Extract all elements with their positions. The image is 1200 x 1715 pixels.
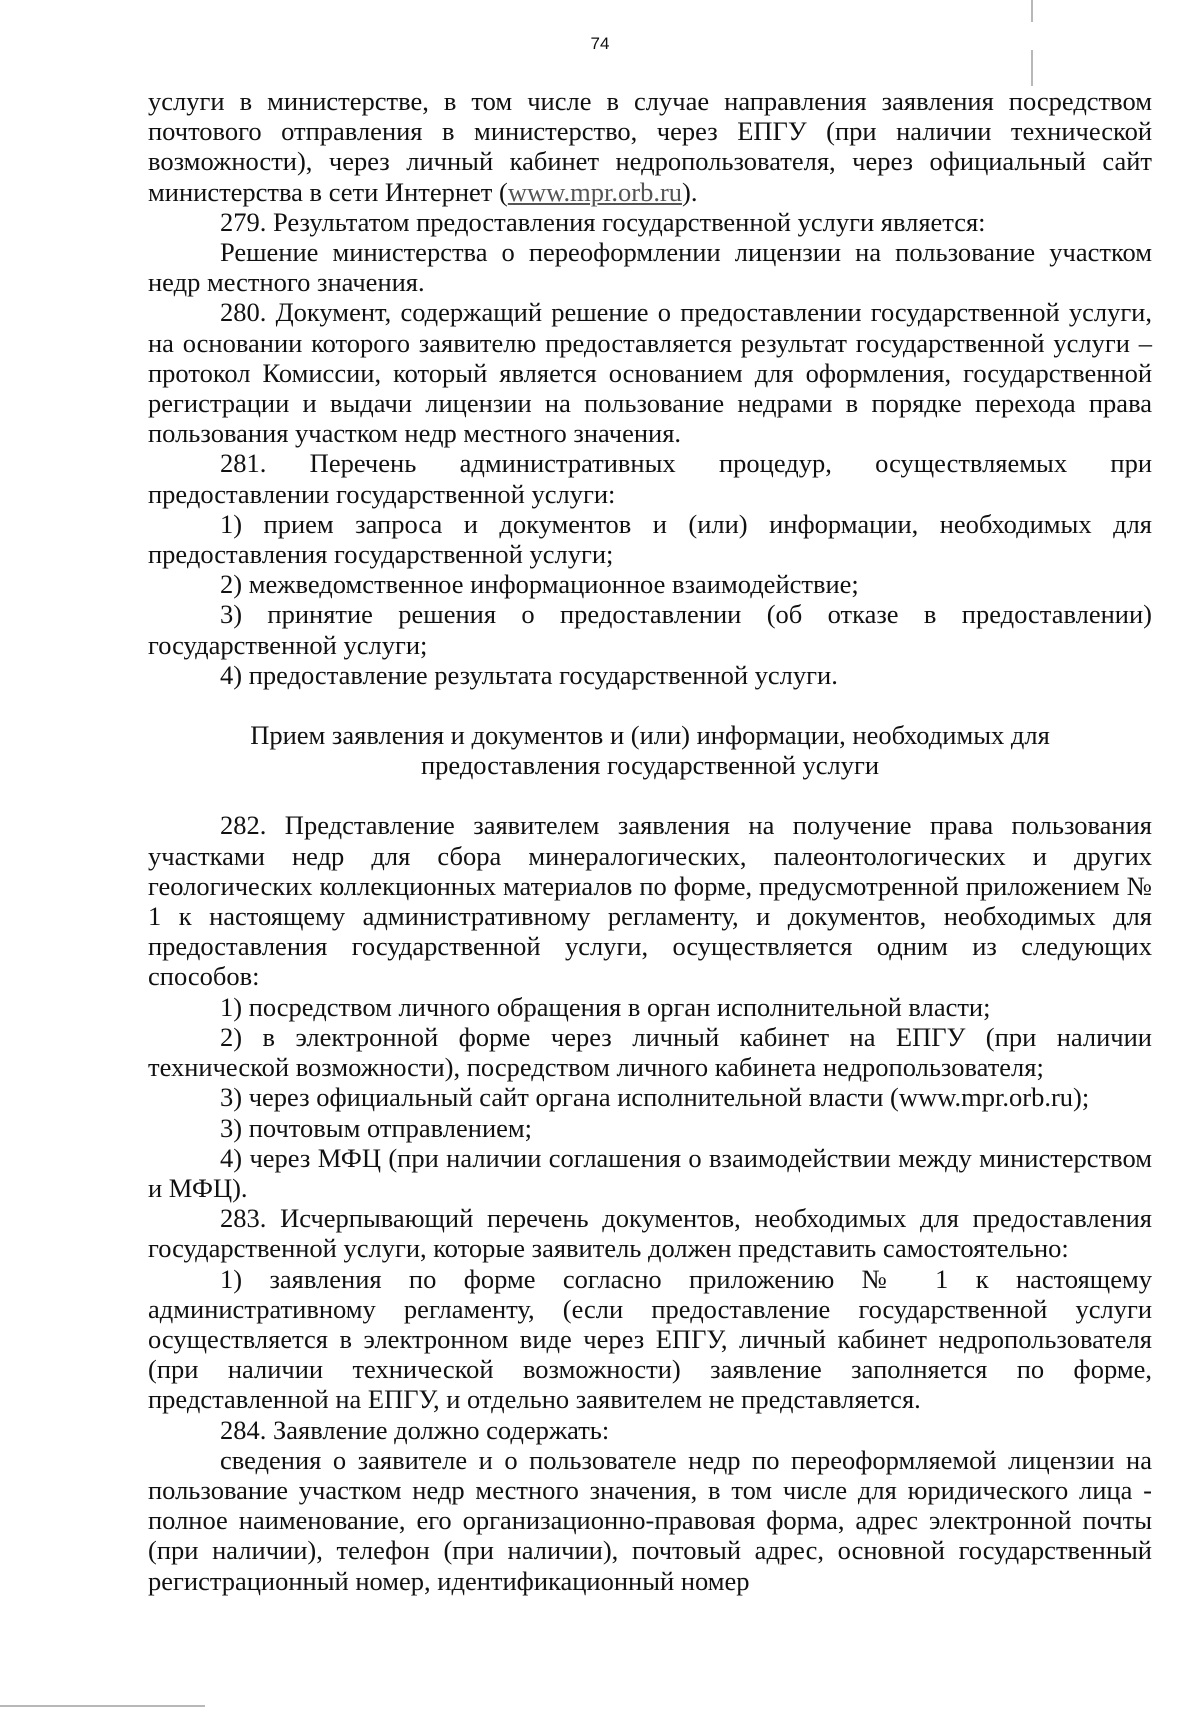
paragraph-282: 282. Представление заявителем заявления на получение права пользования участками недр для сбора минералогических, палеонтологических и других геологических коллекционных материалов по форме, предусмотренной приложением № 1 к настоящему административному регламенту, и документов, необходимых для предоставления государственной услуги, осуществляется одним из следующих способов:: [148, 810, 1152, 992]
list-item-282-4: 4) через МФЦ (при наличии соглашения о взаимодействии между министерством и МФЦ).: [148, 1142, 1152, 1203]
paragraph-280: 280. Документ, содержащий решение о предоставлении государственной услуги, на основании которого заявителю предоставляется результат государственной услуги – протокол Комиссии, который является основанием для оформления, государственной регистрации и выдачи лицензии на пользование недрами в порядке перехода права пользования участком недр местного значения.: [148, 297, 1152, 449]
paragraph-279: 279. Результатом предоставления государственной услуги является:: [220, 206, 986, 237]
section-heading: Прием заявления и документов и (или) информации, необходимых для предоставления государственной услуги: [250, 720, 1050, 781]
paragraph-279-result: Решение министерства о переоформлении лицензии на пользование участком недр местного значения.: [148, 237, 1152, 298]
paragraph-intro: услуги в министерстве, в том числе в случае направления заявления посредством почтового отправления в министерство, через ЕПГУ (при наличии технической возможности), через личный кабинет недропользователя, через официальный сайт министерства в сети Интернет (www.mpr.orb.ru).: [148, 86, 1152, 207]
scan-edge-mark-top: [1031, 0, 1033, 22]
list-item-282-3a: 3) через официальный сайт органа исполнительной власти (www.mpr.orb.ru);: [220, 1082, 1090, 1113]
paragraph-283: 283. Исчерпывающий перечень документов, необходимых для предоставления государственной услуги, которые заявитель должен представить самостоятельно:: [148, 1203, 1152, 1264]
list-item-282-3b: 3) почтовым отправлением;: [220, 1112, 533, 1143]
list-item-283-1: 1) заявления по форме согласно приложению № 1 к настоящему административному регламенту, (если предоставление государственной услуги осуществляется в электронном виде через ЕПГУ, личный кабинет недропользователя (при наличии технической возможности) заявление заполняется по форме, представленной на ЕПГУ, и отдельно заявителем не представляется.: [148, 1263, 1152, 1415]
list-item-281-4: 4) предоставление результата государственной услуги.: [220, 659, 838, 690]
paragraph-284-details: сведения о заявителе и о пользователе недр по переоформляемой лицензии на пользование участком недр местного значения, в том числе для юридического лица - полное наименование, его организационно-правовая форма, адрес электронной почты (при наличии), телефон (при наличии), почтовый адрес, основной государственный регистрационный номер, идентификационный номер: [148, 1444, 1152, 1596]
scan-edge-mark-top-2: [1031, 50, 1033, 86]
page-number: 74: [590, 34, 610, 53]
list-item-281-1: 1) прием запроса и документов и (или) информации, необходимых для предоставления государственной услуги;: [148, 508, 1152, 570]
list-item-281-2: 2) межведомственное информационное взаимодействие;: [220, 569, 859, 600]
list-item-281-3: 3) принятие решения о предоставлении (об отказе в предоставлении) государственной услуги;: [148, 599, 1152, 660]
ministry-website-link[interactable]: www.mpr.orb.ru: [507, 176, 683, 207]
scan-edge-mark-bottom: [0, 1705, 205, 1707]
list-item-282-1: 1) посредством личного обращения в орган исполнительной власти;: [220, 991, 991, 1022]
list-item-282-2: 2) в электронной форме через личный кабинет на ЕПГУ (при наличии технической возможности), посредством личного кабинета недропользователя;: [148, 1021, 1152, 1083]
paragraph-281: 281. Перечень административных процедур, осуществляемых при предоставлении государственной услуги:: [148, 448, 1152, 509]
paragraph-284: 284. Заявление должно содержать:: [220, 1414, 610, 1445]
document-body: [148, 86, 1152, 1596]
